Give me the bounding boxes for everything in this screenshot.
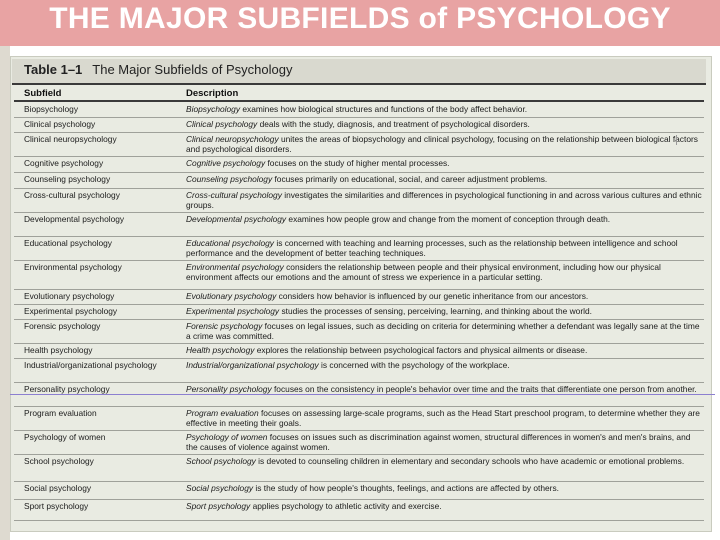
table-row (14, 157, 704, 173)
description-cell (186, 483, 702, 493)
description-term: Psychology of women (186, 432, 268, 442)
description-text: deals with the study, diagnosis, and treatment of psychological disorders. (259, 119, 530, 129)
subfield-cell: Experimental psychology (24, 306, 118, 316)
description-term: Sport psychology (186, 501, 251, 511)
description-term: Personality psychology (186, 384, 272, 394)
subfield-cell: Evolutionary psychology (24, 291, 115, 301)
description-term: Experimental psychology (186, 306, 280, 316)
description-term: Program evaluation (186, 408, 259, 418)
subfield-cell: Clinical psychology (24, 119, 96, 129)
subfield-cell: Cognitive psychology (24, 158, 104, 168)
description-cell (186, 321, 702, 341)
description-cell (186, 134, 702, 154)
subfield-cell: Psychology of women (24, 432, 106, 442)
table-row (14, 359, 704, 383)
table-row (14, 173, 704, 189)
description-term: Industrial/organizational psychology (186, 360, 319, 370)
table-row (14, 133, 704, 157)
description-text: focuses primarily on educational, social, and career adjustment problems. (274, 174, 548, 184)
description-text: examines how biological structures and functions of the body affect behavior. (242, 104, 528, 114)
left-edge-strip (0, 46, 10, 540)
description-term: Developmental psychology (186, 214, 287, 224)
description-text: is the study of how people's thoughts, feelings, and actions are affected by others. (255, 483, 559, 493)
table-row (14, 103, 704, 118)
description-term: Social psychology (186, 483, 254, 493)
description-term: Counseling psychology (186, 174, 273, 184)
description-term: Environmental psychology (186, 262, 284, 272)
table-row (14, 320, 704, 344)
subfield-cell: Industrial/organizational psychology (24, 360, 157, 370)
table-row (14, 431, 704, 455)
header-rule (14, 100, 704, 102)
table-row (14, 189, 704, 213)
description-cell (186, 104, 702, 114)
subfield-cell: Program evaluation (24, 408, 97, 418)
subfield-cell: Sport psychology (24, 501, 89, 511)
description-text: examines how people grow and change from the moment of conception through death. (288, 214, 611, 224)
subfield-cell: Cross-cultural psychology (24, 190, 120, 200)
table-row (14, 482, 704, 500)
subfield-cell: Developmental psychology (24, 214, 125, 224)
description-cell (186, 384, 702, 394)
description-cell (186, 262, 702, 282)
description-term: Evolutionary psychology (186, 291, 277, 301)
table-row (14, 305, 704, 320)
description-cell (186, 238, 702, 258)
description-term: Clinical neuropsychology (186, 134, 279, 144)
subfield-cell: Health psychology (24, 345, 93, 355)
description-text: focuses on issues such as discrimination against women, structural differences in women's and men's brains, and the causes of violence against women. (186, 432, 691, 452)
table-row (14, 261, 704, 290)
table-row (14, 455, 704, 482)
description-text: is concerned with teaching and learning processes, such as the relationship between intelligence and school performance and the development of better teaching techniques. (186, 238, 678, 258)
description-text: applies psychology to athletic activity and exercise. (252, 501, 442, 511)
description-text: focuses on assessing large-scale programs, such as the Head Start preschool program, to determine whether they are effective in meeting their goals. (186, 408, 700, 428)
table-row (14, 290, 704, 305)
description-text: considers the relationship between people and their physical environment, including how our physical environment affects our emotions and the amount of stress we experience in a particular setting. (186, 262, 661, 282)
subfield-cell: Social psychology (24, 483, 92, 493)
description-text: focuses on the consistency in people's behavior over time and the traits that differentiate one person from another. (273, 384, 697, 394)
description-cell (186, 360, 702, 370)
description-term: Educational psychology (186, 238, 274, 248)
pen-mark (676, 135, 683, 145)
description-term: Clinical psychology (186, 119, 258, 129)
description-text: explores the relationship between psychological factors and physical ailments or disease. (256, 345, 588, 355)
description-text: is devoted to counseling children in elementary and secondary schools who have academic or emotional problems. (258, 456, 685, 466)
description-term: Forensic psychology (186, 321, 263, 331)
description-term: Cross-cultural psychology (186, 190, 282, 200)
subfield-cell: Forensic psychology (24, 321, 101, 331)
table-row (14, 344, 704, 359)
table-caption (24, 62, 292, 77)
table-row (14, 407, 704, 431)
table-row (14, 118, 704, 133)
subfield-cell: Environmental psychology (24, 262, 122, 272)
description-cell (186, 306, 702, 316)
subfield-cell: Clinical neuropsychology (24, 134, 117, 144)
description-text: investigates the similarities and differences in psychological functioning in and across various cultures and ethnic groups. (186, 190, 702, 210)
column-header-subfield: Subfield (24, 88, 62, 99)
description-text: is concerned with the psychology of the workplace. (321, 360, 510, 370)
description-text: studies the processes of sensing, perceiving, learning, and thinking about the world. (281, 306, 592, 316)
subfield-cell: Counseling psychology (24, 174, 111, 184)
description-cell (186, 408, 702, 428)
description-text: unites the areas of biopsychology and clinical psychology, focusing on the relationship between biological factors and psychological disorders. (186, 134, 698, 154)
slide-title: THE MAJOR SUBFIELDS of PSYCHOLOGY (49, 2, 671, 35)
subfield-cell: Educational psychology (24, 238, 112, 248)
description-cell (186, 345, 702, 355)
description-cell (186, 119, 702, 129)
description-cell (186, 214, 702, 224)
table-row (14, 237, 704, 261)
table-caption-bar (12, 59, 706, 85)
table-row (14, 213, 704, 237)
description-text: considers how behavior is influenced by our genetic inheritance from our ancestors. (278, 291, 589, 301)
description-text: focuses on the study of higher mental processes. (267, 158, 450, 168)
description-term: School psychology (186, 456, 256, 466)
subfield-cell: Biopsychology (24, 104, 79, 114)
slide-title-bar (0, 0, 720, 46)
description-cell (186, 291, 702, 301)
table-number: Table 1–1 (24, 62, 83, 77)
table-title: The Major Subfields of Psychology (92, 62, 293, 77)
description-term: Health psychology (186, 345, 255, 355)
subfield-cell: School psychology (24, 456, 94, 466)
description-term: Biopsychology (186, 104, 241, 114)
description-cell (186, 456, 702, 466)
table-row (14, 383, 704, 407)
subfield-cell: Personality psychology (24, 384, 110, 394)
description-cell (186, 190, 702, 210)
description-cell (186, 501, 702, 511)
description-cell (186, 174, 702, 184)
description-text: focuses on legal issues, such as deciding on criteria for determining whether a defendant was legally sane at the time a crime was committed. (186, 321, 700, 341)
table-row (14, 500, 704, 521)
description-term: Cognitive psychology (186, 158, 266, 168)
description-cell (186, 158, 702, 168)
column-header-description: Description (186, 88, 239, 99)
description-cell (186, 432, 702, 452)
margin-line (10, 394, 715, 395)
